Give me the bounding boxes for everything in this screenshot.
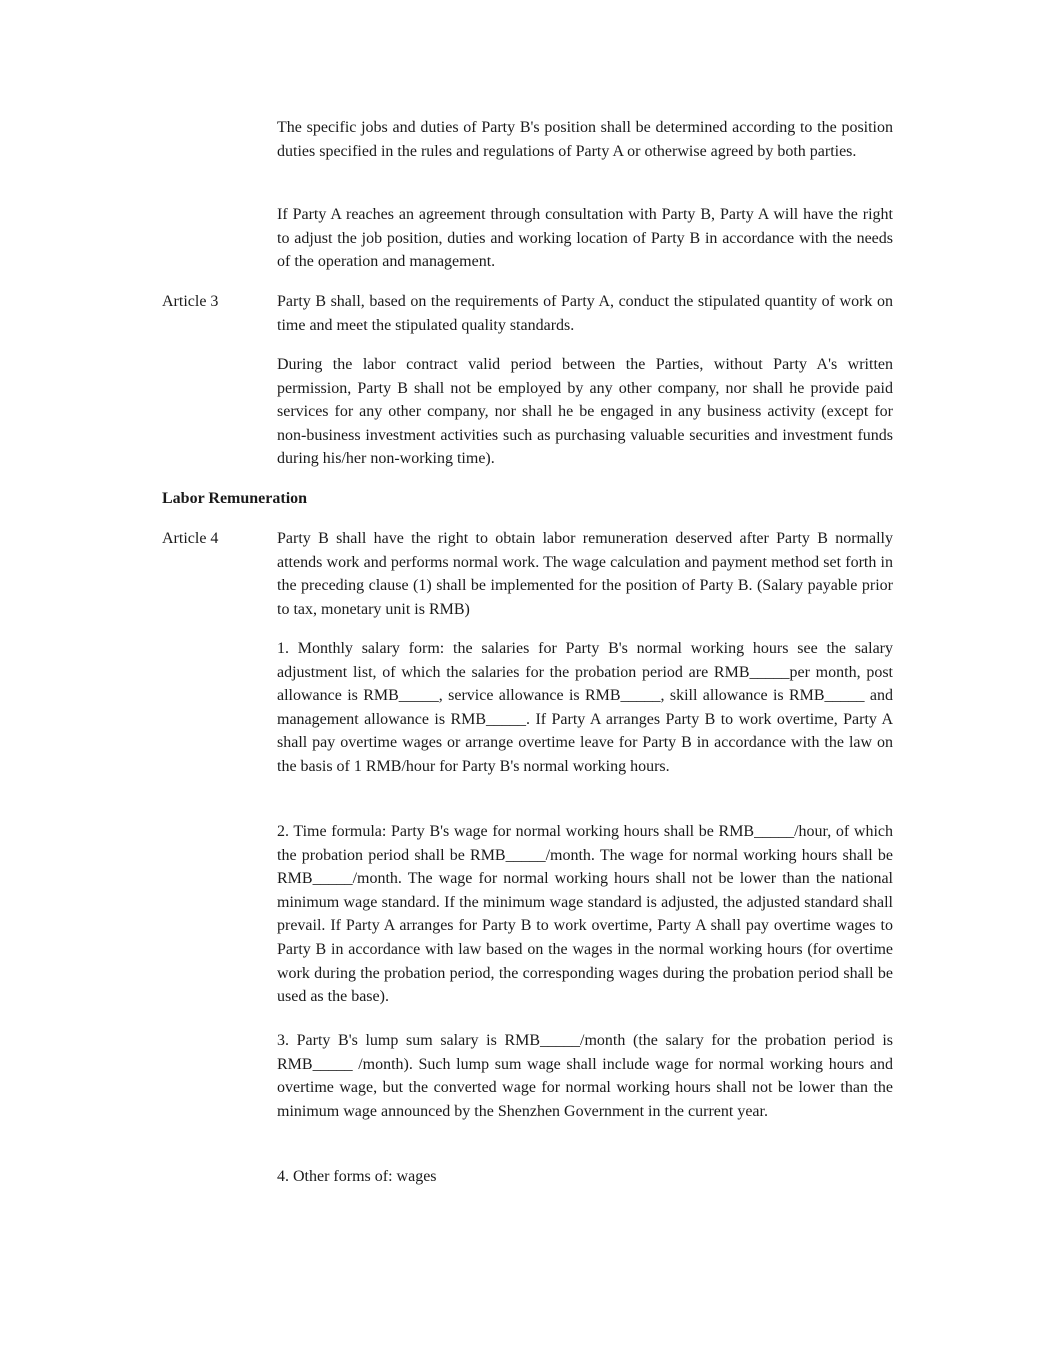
article-4-paragraph-intro: Party B shall have the right to obtain labor remuneration deserved after Party B normally attends work and performs normal work. The wage calculation and payment method set forth in the preceding clause (1) shall be implemented for the position of Party B. (Salary payable prior to tax, monetary unit is RMB) [277,530,893,618]
intro-paragraph-duties: The specific jobs and duties of Party B's position shall be determined according to the position duties specified in the rules and regulations of Party A or otherwise agreed by both parties. [277,119,893,160]
article-4-label: Article 4 [162,530,219,547]
article-3-paragraph-quality: Party B shall, based on the requirements of Party A, conduct the stipulated quantity of work on time and meet the stipulated quality standards. [277,293,893,334]
article-4-item-time-formula: 2. Time formula: Party B's wage for normal working hours shall be RMB_____/hour, of which the probation period shall be RMB_____/month. The wage for normal working hours shall be RMB_____/month. The wage for normal working hours shall not be lower than the national minimum wage standard. If the minimum wage standard is adjusted, the adjusted standard shall prevail. If Party A arranges for Party B to work overtime, Party A shall pay overtime wages to Party B in accordance with law based on the wages in the normal working hours (for overtime work during the probation period, the corresponding wages during the probation period shall be used as the base). [277,823,893,1006]
article-4-item-monthly-salary: 1. Monthly salary form: the salaries for Party B's normal working hours see the salary adjustment list, of which the salaries for the probation period are RMB_____per month, post allowance is RMB_____, service allowance is RMB_____, skill allowance is RMB_____ and management allowance is RMB_____. If Party A arranges Party B to work overtime, Party A shall pay overtime wages or arrange overtime leave for Party B in accordance with the law on the basis of 1 RMB/hour for Party B's normal working hours. [277,640,893,775]
article-3-label: Article 3 [162,293,219,310]
article-4-item-lump-sum: 3. Party B's lump sum salary is RMB_____/month (the salary for the probation period is RMB_____ /month). Such lump sum wage shall include wage for normal working hours and overtime wage, but the converted wage for normal working hours shall not be lower than the minimum wage announced by the Shenzhen Government in the current year. [277,1032,893,1120]
section-heading-labor-remuneration: Labor Remuneration [162,490,308,507]
article-4-item-other-forms: 4. Other forms of: wages [277,1168,437,1185]
article-3-paragraph-employment: During the labor contract valid period between the Parties, without Party A's written permission, Party B shall not be employed by any other company, nor shall he provide paid services for any other company, nor shall he be engaged in any business activity (except for non-business investment activities such as purchasing valuable securities and investment funds during his/her non-working time). [277,356,893,468]
intro-paragraph-adjustment: If Party A reaches an agreement through consultation with Party B, Party A will have the right to adjust the job position, duties and working location of Party B in accordance with the needs of the operation and management. [277,206,893,271]
